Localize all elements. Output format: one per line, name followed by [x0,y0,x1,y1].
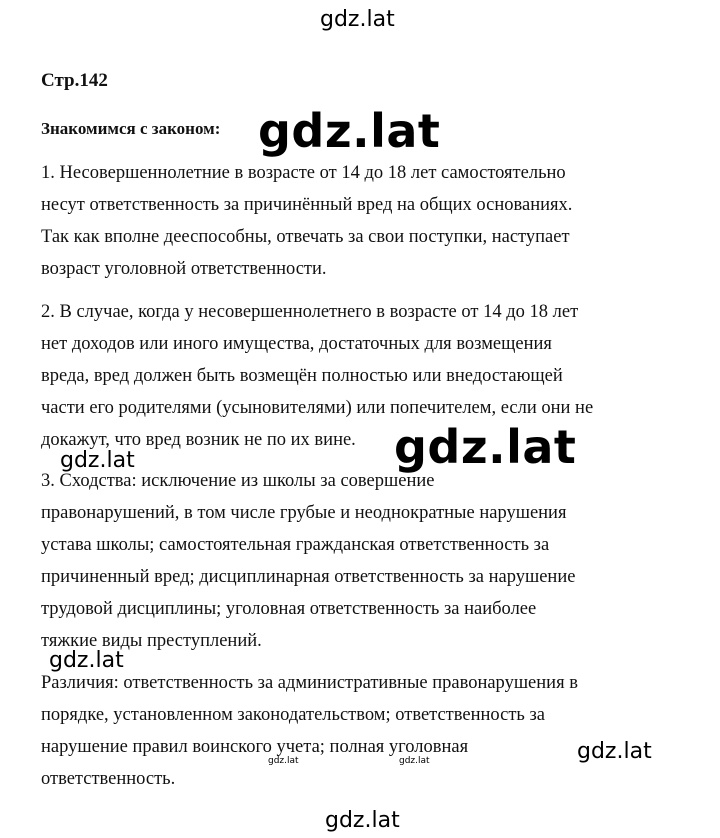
paragraph-3-line: правонарушений, в том числе грубые и неоднократные нарушения [41,503,567,523]
paragraph-3-line: 3. Сходства: исключение из школы за совершение [41,471,435,491]
paragraph-4-line: Различия: ответственность за административные правонарушения в [41,673,578,693]
paragraph-3-line: устава школы; самостоятельная гражданская ответственность за [41,535,550,555]
paragraph-3-line: причиненный вред; дисциплинарная ответственность за нарушение [41,567,576,587]
watermark-tiny-2: gdz.lat [399,756,430,766]
watermark-small-right: gdz.lat [577,739,652,764]
paragraph-3-line: трудовой дисциплины; уголовная ответственность за наиболее [41,599,537,619]
paragraph-2-line: части его родителями (усыновителями) или попечителем, если они не [41,398,594,418]
paragraph-1-line: несут ответственность за причинённый вред на общих основаниях. [41,195,573,215]
watermark-top: gdz.lat [320,7,395,32]
paragraph-3-line: тяжкие виды преступлений. [41,631,262,651]
paragraph-2-line: вреда, вред должен быть возмещён полностью или внедостающей [41,366,563,386]
paragraph-3 [41,465,681,657]
paragraph-2-line: 2. В случае, когда у несовершеннолетнего в возрасте от 14 до 18 лет [41,302,579,322]
watermark-tiny-1: gdz.lat [268,756,299,766]
watermark-small-left-1: gdz.lat [60,448,135,473]
watermark-small-left-2: gdz.lat [49,648,124,673]
paragraph-2-line: нет доходов или иного имущества, достаточных для возмещения [41,334,552,354]
watermark-bottom: gdz.lat [325,808,400,833]
section-title: Знакомимся с законом: [41,119,221,138]
paragraph-4-line: порядке, установленном законодательством; ответственность за [41,705,545,725]
paragraph-4 [41,667,681,795]
paragraph-4-line: нарушение правил воинского учета; полная уголовная [41,737,469,757]
paragraph-1-line: возраст уголовной ответственности. [41,259,327,279]
paragraph-1-line: 1. Несовершеннолетние в возрасте от 14 до 18 лет самостоятельно [41,163,566,183]
paragraph-4-line: ответственность. [41,769,176,789]
page-label: Стр.142 [41,70,108,91]
watermark-large-1: gdz.lat [258,104,441,158]
paragraph-1 [41,157,681,285]
watermark-large-2: gdz.lat [394,420,577,474]
paragraph-1-line: Так как вполне дееспособны, отвечать за свои поступки, наступает [41,227,570,247]
paragraph-2 [41,296,681,456]
paragraph-2-line: докажут, что вред возник не по их вине. [41,430,356,450]
